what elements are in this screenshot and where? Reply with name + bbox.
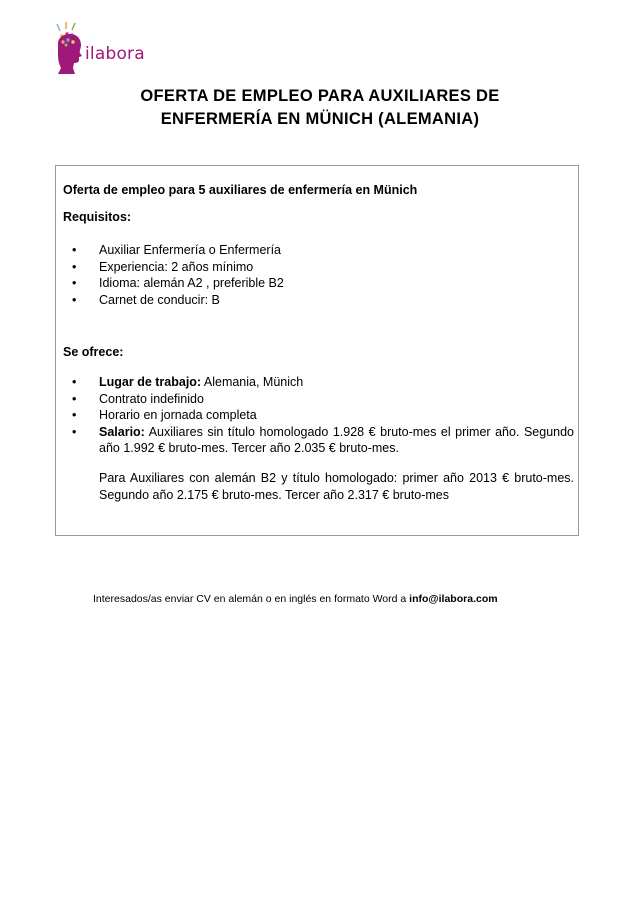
list-item <box>56 242 576 259</box>
requirement-text: Auxiliar Enfermería o Enfermería <box>99 243 282 257</box>
footer-text: Interesados/as enviar CV en alemán o en inglés en formato Word a <box>93 593 407 605</box>
offer-intro: Oferta de empleo para 5 auxiliares de enfermería en Münich <box>63 183 418 197</box>
list-item <box>56 259 576 276</box>
bullet-icon: • <box>72 276 77 290</box>
list-item <box>56 407 576 424</box>
contract-text: Contrato indefinido <box>99 391 204 406</box>
requirements-list <box>56 242 576 308</box>
head-profile-icon <box>54 22 84 76</box>
title-line-2: ENFERMERÍA EN MÜNICH (ALEMANIA) <box>160 110 480 128</box>
requirements-heading: Requisitos: <box>63 210 132 224</box>
contact-footer <box>93 593 498 605</box>
bullet-icon: • <box>72 259 77 274</box>
contact-email-link[interactable]: info@ilabora.com <box>409 593 498 605</box>
list-item <box>56 275 576 292</box>
salary-extra-text: Para Auxiliares con alemán B2 y título homologado: primer año 2013 € bruto-mes. Segundo año 2.175 € bruto-mes. Tercer año 2.317 € bruto-mes <box>99 471 574 502</box>
schedule-text: Horario en jornada completa <box>99 408 257 422</box>
requirement-text: Experiencia: 2 años mínimo <box>99 259 254 274</box>
job-offer-box <box>55 165 579 536</box>
bullet-icon: • <box>72 391 77 406</box>
bullet-icon: • <box>72 424 77 439</box>
salary-label: Salario: <box>99 424 145 439</box>
list-item <box>56 391 576 408</box>
offer-heading: Se ofrece: <box>63 345 124 359</box>
bullet-icon: • <box>72 408 77 422</box>
brand-name: ilabora <box>85 44 145 64</box>
bullet-icon: • <box>72 292 77 307</box>
title-line-1: OFERTA DE EMPLEO PARA AUXILIARES DE <box>140 87 500 105</box>
offer-list <box>56 374 576 457</box>
bullet-icon: • <box>72 375 77 389</box>
list-item <box>56 424 574 457</box>
workplace-label: Lugar de trabajo: <box>99 375 202 389</box>
workplace-value: Alemania, Münich <box>201 375 304 389</box>
requirement-text: Carnet de conducir: B <box>99 292 220 307</box>
salary-value: Auxiliares sin título homologado 1.928 € bruto-mes el primer año. Segundo año 1.992 € bruto-mes. Tercer año 2.035 € bruto-mes. <box>99 424 574 455</box>
requirement-text: Idioma: alemán A2 , preferible B2 <box>99 276 284 290</box>
logo <box>54 22 164 76</box>
list-item <box>56 292 576 309</box>
bullet-icon: • <box>72 243 77 257</box>
list-item <box>56 374 576 391</box>
page-title <box>60 85 580 131</box>
